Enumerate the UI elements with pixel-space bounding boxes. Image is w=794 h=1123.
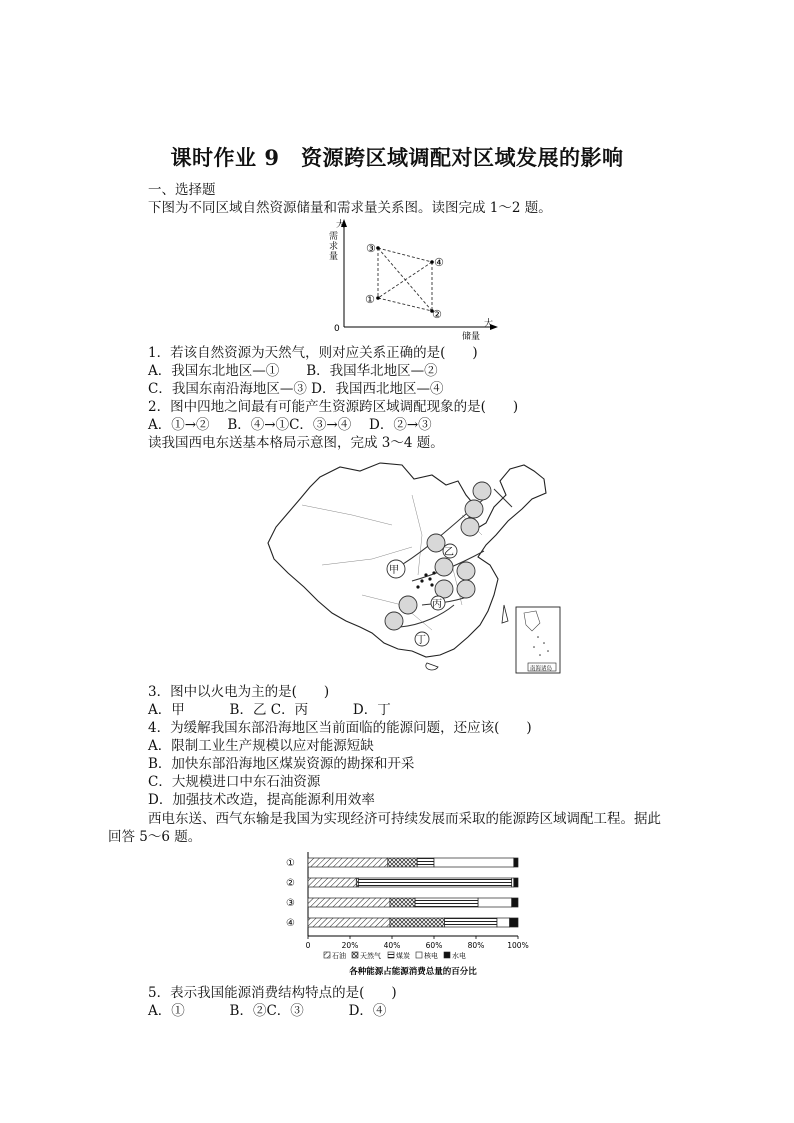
category-label: ① xyxy=(286,858,295,869)
q1-options-cd: C．我国东南沿海地区—③ D．我国西北地区—④ xyxy=(148,381,444,397)
bar-segment-3 xyxy=(417,858,434,867)
bar-segment-1 xyxy=(308,918,390,927)
bar-segment-4 xyxy=(478,898,512,907)
legend-swatch xyxy=(444,952,450,958)
x-tick-label: 40% xyxy=(383,941,401,950)
intro-q3-4: 读我国西电东送基本格局示意图，完成 3～4 题。 xyxy=(148,435,444,451)
label-yi: 乙 xyxy=(444,547,454,558)
legend-swatch xyxy=(352,952,358,958)
q4-stem: 4．为缓解我国东部沿海地区当前面临的能源问题，还应该( ) xyxy=(148,720,532,736)
q4-option-c: C．大规模进口中东石油资源 xyxy=(148,774,321,790)
q2-options: A．①→② B．④→①C．③→④ D．②→③ xyxy=(148,417,432,433)
intro-q5-6-line1: 西电东送、西气东输是我国为实现经济可持续发展而采取的能源跨区域调配工程。据此 xyxy=(148,811,661,827)
x-tick-label: 0 xyxy=(305,941,311,950)
q3-options: A．甲 B．乙 C．丙 D．丁 xyxy=(148,702,391,718)
q4-option-d: D．加强技术改造，提高能源利用效率 xyxy=(148,792,375,808)
q4-option-a: A．限制工业生产规模以应对能源短缺 xyxy=(148,738,374,754)
point-3: ③ xyxy=(366,242,376,255)
legend-label: 水电 xyxy=(452,952,466,960)
q3-stem: 3．图中以火电为主的是( ) xyxy=(148,684,330,700)
legend-label: 煤炭 xyxy=(396,952,410,960)
bar-segment-3 xyxy=(358,878,511,887)
bar-segment-1 xyxy=(308,898,390,907)
q2-stem: 2．图中四地之间最有可能产生资源跨区域调配现象的是( ) xyxy=(148,399,519,415)
legend-swatch xyxy=(324,952,330,958)
bar-segment-4 xyxy=(497,918,510,927)
bar-segment-3 xyxy=(415,898,478,907)
inset-label: 南海诸岛 xyxy=(530,666,553,672)
y-axis-label-1: 需 xyxy=(329,232,339,242)
point-2: ② xyxy=(432,308,442,321)
legend-label: 石油 xyxy=(332,952,346,960)
y-axis-big: 大 xyxy=(336,220,346,230)
figure-china-map xyxy=(262,455,564,680)
category-label: ③ xyxy=(286,898,295,909)
south-sea-inset xyxy=(516,607,560,673)
bar-segment-5 xyxy=(510,918,518,927)
q4-option-b: B．加快东部沿海地区煤炭资源的勘探和开采 xyxy=(148,756,415,772)
origin-label: 0 xyxy=(334,324,340,334)
bar-segment-2 xyxy=(390,918,445,927)
q5-stem: 5．表示我国能源消费结构特点的是( ) xyxy=(148,985,397,1001)
bar-segment-2 xyxy=(388,858,417,867)
label-bing: 丙 xyxy=(432,599,442,610)
legend-label: 天然气 xyxy=(360,952,381,960)
intro-q1-2: 下图为不同区域自然资源储量和需求量关系图。读图完成 1～2 题。 xyxy=(148,200,552,216)
bar-segment-4 xyxy=(434,858,514,867)
y-axis-label-3: 量 xyxy=(329,252,339,262)
x-tick-label: 20% xyxy=(341,941,359,950)
bar-segment-1 xyxy=(308,858,388,867)
chart-title: 各种能源占能源消费总量的百分比 xyxy=(349,967,477,977)
category-label: ④ xyxy=(286,918,295,929)
figure-reserve-demand xyxy=(326,215,506,343)
x-tick-label: 100% xyxy=(507,941,529,950)
bar-segment-2 xyxy=(390,898,415,907)
legend-label: 核电 xyxy=(424,952,438,960)
x-axis-big: 大 xyxy=(484,319,494,329)
q5-options: A．① B．②C．③ D．④ xyxy=(148,1003,387,1019)
category-label: ② xyxy=(286,878,295,889)
intro-q5-6-line2: 回答 5～6 题。 xyxy=(108,829,202,845)
page-title: 课时作业 9 资源跨区域调配对区域发展的影响 xyxy=(170,145,624,170)
y-axis-label-2: 求 xyxy=(329,242,339,252)
bar-segment-5 xyxy=(512,898,518,907)
legend-swatch xyxy=(416,952,422,958)
china-outline xyxy=(268,463,546,657)
legend-swatch xyxy=(388,952,394,958)
q1-stem: 1．若该自然资源为天然气，则对应关系正确的是( ) xyxy=(148,345,478,361)
point-1: ① xyxy=(365,293,375,306)
point-4: ④ xyxy=(434,256,444,269)
x-tick-label: 60% xyxy=(425,941,443,950)
q1-options-ab: A．我国东北地区—① B．我国华北地区—② xyxy=(148,363,438,379)
label-jia: 甲 xyxy=(389,565,399,576)
label-ding: 丁 xyxy=(416,635,426,646)
section-heading: 一、选择题 xyxy=(148,182,216,198)
energy-structure-chart xyxy=(284,848,534,980)
x-tick-label: 80% xyxy=(467,941,485,950)
x-axis-label: 储量 xyxy=(462,332,481,342)
bar-segment-3 xyxy=(445,918,498,927)
bar-segment-5 xyxy=(514,858,518,867)
bar-segment-1 xyxy=(308,878,356,887)
bar-segment-5 xyxy=(514,878,518,887)
